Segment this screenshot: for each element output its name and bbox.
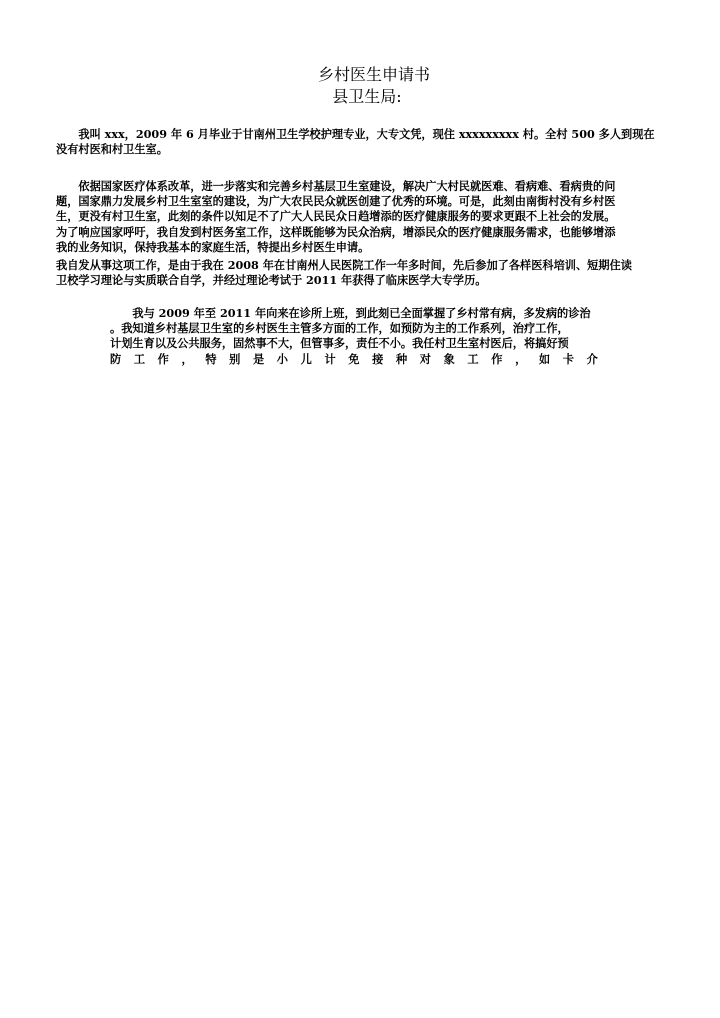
- paragraph-line: 生，更没有村卫生室，此刻的条件以知足不了广大人民民众日趋增添的医疗健康服务的要求更跟不上社会的发展。: [56, 209, 616, 224]
- justified-char: ，: [515, 351, 527, 366]
- paragraph-intro: [56, 127, 676, 157]
- justified-char: 作: [491, 351, 503, 366]
- paragraph-line: 题，国家鼎力发展乡村卫生室室的建设，为广大农民民众就医创建了优秀的环境。可是，此刻由南街村没有乡村医: [56, 194, 616, 209]
- paragraph-duties: [110, 306, 620, 367]
- paragraph-line: 我自发从事这项工作，是由于我在 2008 年在甘南州人民医院工作一年多时间，先后参加了各样医科培训、短期住读: [56, 258, 632, 272]
- paragraph-line: 卫校学习理论与实质联合自学，并经过理论考试于 2011 年获得了临床医学大专学历。: [56, 273, 487, 288]
- paragraph-line: 我叫 xxx，2009 年 6 月毕业于甘南州卫生学校护理专业，大专文凭，现住 xxxxxxxxx 村。全村 500 多人到现在: [56, 127, 655, 141]
- justified-char: 对: [419, 351, 431, 366]
- paragraph-line: 计划生育以及公共服务，固然事不大，但管事多，责任不小。我任村卫生室村医后，将搞好预: [110, 336, 569, 351]
- paragraph-line-justified: [110, 352, 598, 367]
- justified-char: 种: [395, 351, 408, 366]
- paragraph-line: 为了响应国家呼吁，我自发到村医务室工作，这样既能够为民众治病，增添民众的医疗健康服务需求，也能够增添: [56, 224, 616, 239]
- justified-char: 小: [276, 351, 288, 366]
- justified-char: 卡: [562, 351, 574, 366]
- justified-char: 防: [110, 351, 122, 366]
- justified-char: 工: [133, 351, 146, 366]
- justified-char: 象: [443, 351, 455, 366]
- paragraph-line: 。我知道乡村基层卫生室的乡村医生主管多方面的工作，如预防为主的工作系列，治疗工作，: [110, 321, 569, 336]
- justified-char: 是: [252, 351, 265, 366]
- justified-char: 儿: [300, 351, 312, 366]
- justified-char: 工: [467, 351, 479, 366]
- justified-char: 如: [538, 351, 551, 366]
- justified-char: 作: [157, 351, 169, 366]
- justified-char: ，: [181, 351, 193, 366]
- justified-char: 计: [324, 351, 336, 366]
- justified-char: 介: [586, 351, 598, 366]
- paragraph-line: 我的业务知识，保持我基本的家庭生活，特提出乡村医生申请。: [56, 239, 370, 254]
- justified-char: 别: [229, 351, 241, 366]
- paragraph-line: 依据国家医疗体系改革，进一步落实和完善乡村基层卫生室建设，解决广大村民就医难、看病难、看病贵的问: [56, 179, 616, 193]
- paragraph-reform: [56, 179, 676, 255]
- justified-char: 接: [372, 351, 384, 366]
- paragraph-experience: [56, 258, 676, 288]
- document-title: 乡村医生申请书: [317, 65, 430, 84]
- justified-char: 免: [348, 351, 360, 366]
- paragraph-line: 我与 2009 年至 2011 年向来在诊所上班，到此刻已全面掌握了乡村常有病，多发病的诊治: [110, 306, 591, 320]
- recipient-line: 县卫生局:: [332, 87, 402, 106]
- paragraph-line: 没有村医和村卫生室。: [56, 142, 168, 157]
- justified-char: 特: [205, 351, 217, 366]
